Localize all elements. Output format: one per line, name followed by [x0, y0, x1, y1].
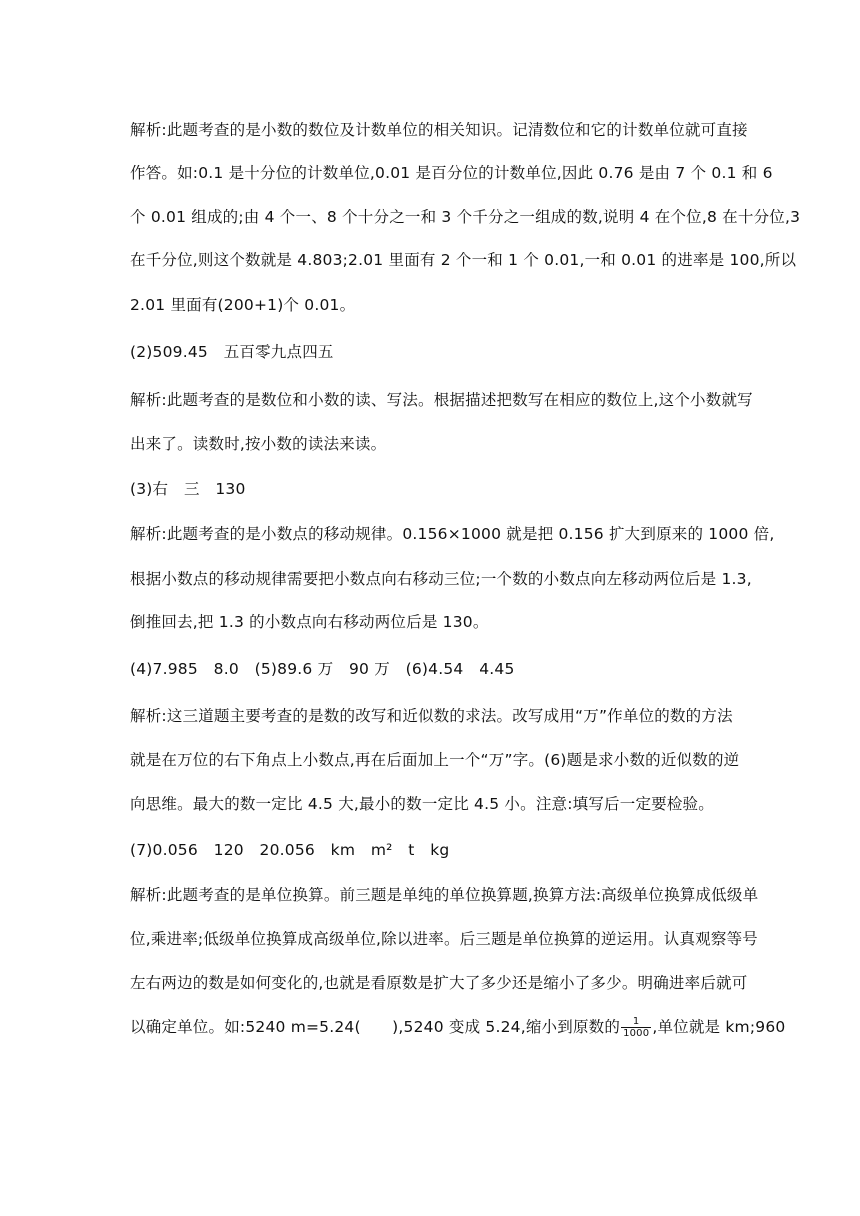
- text-line: 解析:此题考查的是小数点的移动规律。0.156×1000 就是把 0.156 扩大到原来的 1000 倍,: [130, 525, 775, 543]
- answer-line: (4)7.985 8.0 (5)89.6 万 90 万 (6)4.54 4.45: [130, 660, 515, 678]
- text-line: 解析:这三道题主要考查的是数的改写和近似数的求法。改写成用“万”作单位的数的方法: [130, 707, 733, 725]
- fraction-numerator: 1: [632, 1016, 640, 1027]
- text-line: 向思维。最大的数一定比 4.5 大,最小的数一定比 4.5 小。注意:填写后一定要检验。: [130, 795, 714, 813]
- text-line: 倒推回去,把 1.3 的小数点向右移动两位后是 130。: [130, 613, 489, 631]
- answer-line: (3)右 三 130: [130, 480, 246, 498]
- text-line: 个 0.01 组成的;由 4 个一、8 个十分之一和 3 个千分之一组成的数,说明 4 在个位,8 在十分位,3: [130, 208, 801, 226]
- text-line: 解析:此题考查的是单位换算。前三题是单纯的单位换算题,换算方法:高级单位换算成低级单: [130, 886, 759, 904]
- text-line: 左右两边的数是如何变化的,也就是看原数是扩大了多少还是缩小了多少。明确进率后就可: [130, 974, 748, 992]
- answer-line: (7)0.056 120 20.056 km m² t kg: [130, 841, 450, 859]
- text-line: 2.01 里面有(200+1)个 0.01。: [130, 296, 356, 314]
- text-segment: 以确定单位。如:5240 m=5.24( ),5240 变成 5.24,缩小到原数的: [130, 1018, 621, 1036]
- text-line: 在千分位,则这个数就是 4.803;2.01 里面有 2 个一和 1 个 0.01,一和 0.01 的进率是 100,所以: [130, 251, 797, 269]
- text-line: 解析:此题考查的是数位和小数的读、写法。根据描述把数写在相应的数位上,这个小数就写: [130, 391, 753, 409]
- text-line: 作答。如:0.1 是十分位的计数单位,0.01 是百分位的计数单位,因此 0.76 是由 7 个 0.1 和 6: [130, 164, 773, 182]
- text-line: 位,乘进率;低级单位换算成高级单位,除以进率。后三题是单位换算的逆运用。认真观察等号: [130, 930, 758, 948]
- text-line: 解析:此题考查的是小数的数位及计数单位的相关知识。记清数位和它的计数单位就可直接: [130, 121, 748, 139]
- fraction: [621, 1016, 651, 1039]
- text-line: 就是在万位的右下角点上小数点,再在后面加上一个“万”字。(6)题是求小数的近似数的逆: [130, 751, 740, 769]
- text-line-with-fraction: [130, 1016, 785, 1039]
- fraction-denominator: 1000: [623, 1028, 650, 1039]
- text-line: 根据小数点的移动规律需要把小数点向右移动三位;一个数的小数点向左移动两位后是 1.3,: [130, 570, 752, 588]
- answer-line: (2)509.45 五百零九点四五: [130, 343, 334, 361]
- text-line: 出来了。读数时,按小数的读法来读。: [130, 435, 387, 453]
- text-segment: ,单位就是 km;960: [652, 1018, 786, 1036]
